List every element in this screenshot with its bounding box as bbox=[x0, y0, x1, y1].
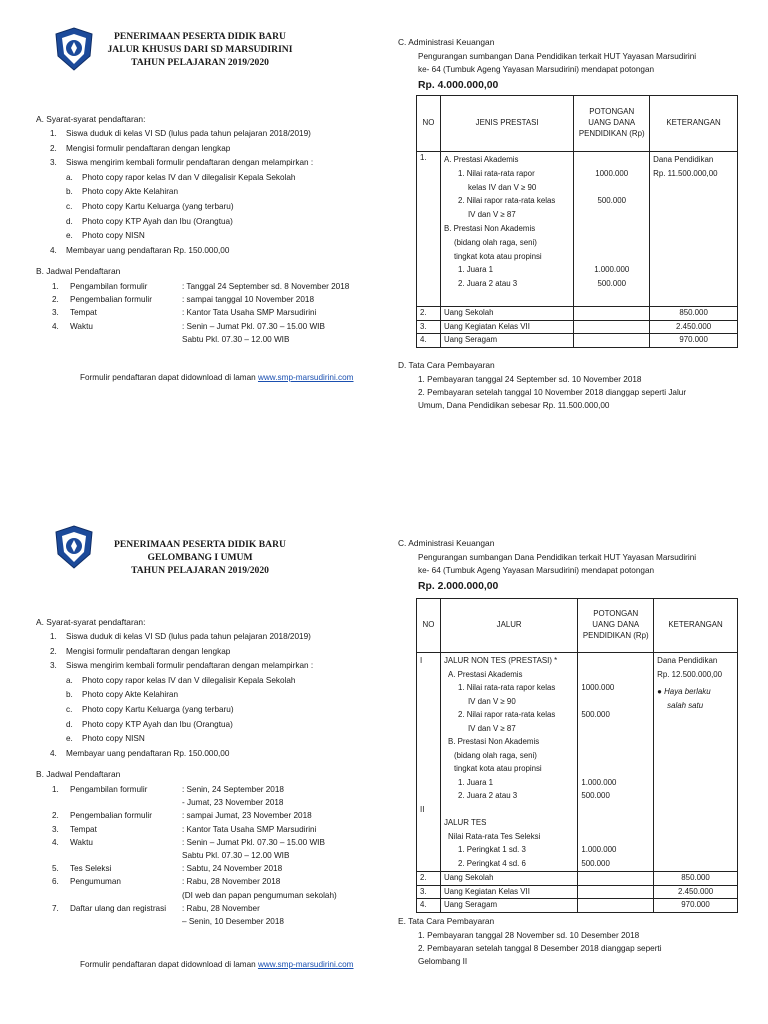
note-bullet: ● Haya berlaku bbox=[657, 687, 711, 696]
schedule-row: - Jumat, 23 November 2018 bbox=[182, 798, 284, 808]
table-row: 2. Uang Sekolah 850.000 bbox=[417, 872, 738, 886]
table-row: 3. Uang Kegiatan Kelas VII 2.450.000 bbox=[417, 885, 738, 899]
admin-line-2: ke- 64 (Tumbuk Ageng Yayasan Marsudirini) mendapat potongan bbox=[418, 65, 655, 74]
list-item: d. Photo copy KTP Ayah dan Ibu (Orangtua) bbox=[66, 719, 233, 729]
list-item: 2. Pembayaran setelah tanggal 10 November 2018 dianggap seperti Jalur bbox=[418, 388, 687, 397]
discount-table bbox=[416, 598, 738, 913]
jadwal-list bbox=[52, 784, 382, 929]
cell-keterangan: Dana Pendidikan Rp. 12.500.000,00 ● Haya berlaku salah satu bbox=[654, 653, 738, 872]
list-item: 1. Siswa duduk di kelas VI SD (lulus pada tahun pelajaran 2018/2019) bbox=[50, 129, 311, 138]
table-row: 3. Uang Kegiatan Kelas VII 2.450.000 bbox=[417, 320, 738, 334]
list-item: 4. Membayar uang pendaftaran Rp. 150.000,00 bbox=[50, 245, 230, 255]
cell-no: 1. bbox=[417, 152, 441, 307]
jadwal-title: B. Jadwal Pendaftaran bbox=[36, 769, 121, 779]
schedule-row: (DI web dan papan pengumuman sekolah) bbox=[182, 890, 337, 900]
syarat-list bbox=[36, 631, 313, 762]
heading-line-1: PENERIMAAN PESERTA DIDIK BARU bbox=[114, 31, 286, 42]
list-item: 2. Mengisi formulir pendaftaran dengan lengkap bbox=[50, 143, 231, 153]
list-item: Umum, Dana Pendidikan sebesar Rp. 11.500.000,00 bbox=[418, 401, 610, 410]
list-item: 2. Mengisi formulir pendaftaran dengan lengkap bbox=[50, 646, 231, 656]
table-row: 4. Uang Seragam 970.000 bbox=[417, 334, 738, 348]
list-item: 4. Membayar uang pendaftaran Rp. 150.000,00 bbox=[50, 748, 230, 758]
table-row: 4. Uang Seragam 970.000 bbox=[417, 899, 738, 913]
cell-potongan: 1000.000 500.000 1.000.000 500.000 1.000.000 500.000 bbox=[578, 653, 654, 872]
col-header-potongan: POTONGAN UANG DANA PENDIDIKAN (Rp) bbox=[578, 599, 654, 653]
list-item: Gelombang II bbox=[418, 957, 468, 966]
schedule-row: 7. Daftar ulang dan registrasi : Rabu, 28 November bbox=[52, 903, 260, 913]
col-header-no: NO bbox=[417, 96, 441, 152]
list-item: a. Photo copy rapor kelas IV dan V dilegalisir Kepala Sekolah bbox=[66, 675, 296, 685]
list-item: c. Photo copy Kartu Keluarga (yang terbaru) bbox=[66, 201, 234, 211]
list-item: b. Photo copy Akte Kelahiran bbox=[66, 187, 179, 197]
list-item: b. Photo copy Akte Kelahiran bbox=[66, 690, 179, 700]
table-row bbox=[417, 152, 738, 307]
pay-list bbox=[418, 930, 662, 969]
table-header-row bbox=[417, 96, 738, 152]
list-item: a. Photo copy rapor kelas IV dan V dilegalisir Kepala Sekolah bbox=[66, 172, 296, 182]
table-header-row bbox=[417, 599, 738, 653]
syarat-list bbox=[36, 128, 313, 259]
heading-line-2: JALUR KHUSUS DARI SD MARSUDIRINI bbox=[107, 44, 293, 56]
col-header-jenis: JENIS PRESTASI bbox=[440, 96, 573, 152]
pay-title: D. Tata Cara Pembayaran bbox=[398, 360, 495, 370]
heading-line-1: PENERIMAAN PESERTA DIDIK BARU bbox=[114, 539, 286, 550]
schedule-row: 3. Tempat : Kantor Tata Usaha SMP Marsudirini bbox=[52, 308, 317, 318]
school-logo-icon bbox=[52, 26, 96, 72]
page-heading bbox=[100, 30, 300, 70]
schedule-row: Sabtu Pkl. 07.30 – 12.00 WIB bbox=[182, 334, 290, 344]
col-header-jalur: JALUR bbox=[440, 599, 577, 653]
school-logo-icon bbox=[52, 524, 96, 570]
admin-line-1: Pengurangan sumbangan Dana Pendidikan terkait HUT Yayasan Marsudirini bbox=[418, 52, 697, 61]
website-link[interactable]: www.smp-marsudirini.com bbox=[257, 373, 354, 382]
col-header-keterangan: KETERANGAN bbox=[650, 96, 738, 152]
heading-line-3: TAHUN PELAJARAN 2019/2020 bbox=[131, 57, 269, 69]
schedule-row: 2. Pengembalian formulir : sampai Jumat, 23 November 2018 bbox=[52, 811, 312, 821]
heading-line-3: TAHUN PELAJARAN 2019/2020 bbox=[131, 565, 269, 577]
list-item: 3. Siswa mengirim kembali formulir pendaftaran dengan melampirkan : bbox=[50, 158, 314, 168]
admin-line-1: Pengurangan sumbangan Dana Pendidikan terkait HUT Yayasan Marsudirini bbox=[418, 553, 697, 562]
download-note: Formulir pendaftaran dapat didownload di laman www.smp-marsudirini.com bbox=[80, 373, 354, 382]
jadwal-list bbox=[52, 281, 382, 347]
admin-title: C. Administrasi Keuangan bbox=[398, 538, 495, 548]
schedule-row: 1. Pengambilan formulir : Senin, 24 September 2018 bbox=[52, 785, 284, 794]
website-link[interactable]: www.smp-marsudirini.com bbox=[257, 960, 354, 969]
list-item: c. Photo copy Kartu Keluarga (yang terbaru) bbox=[66, 704, 234, 714]
schedule-row: 2. Pengembalian formulir : sampai tanggal 10 November 2018 bbox=[52, 295, 314, 305]
schedule-row: – Senin, 10 Desember 2018 bbox=[182, 916, 284, 926]
schedule-row: 1. Pengambilan formulir : Tanggal 24 September sd. 8 November 2018 bbox=[52, 282, 350, 291]
download-note: Formulir pendaftaran dapat didownload di laman www.smp-marsudirini.com bbox=[80, 960, 354, 969]
list-item: d. Photo copy KTP Ayah dan Ibu (Orangtua) bbox=[66, 216, 233, 226]
schedule-row: Sabtu Pkl. 07.30 – 12.00 WIB bbox=[182, 850, 290, 860]
schedule-row: 3. Tempat : Kantor Tata Usaha SMP Marsudirini bbox=[52, 824, 317, 834]
cell-jalur: JALUR NON TES (PRESTASI) * A. Prestasi Akademis 1. Nilai rata-rata rapor kelas IV dan V ≥ 90 2. Nilai rapor rata-rata kelas IV dan V ≥ 87 B. Prestasi Non Akademis (bidang olah raga, seni) tingkat kota atau propinsi 1. Juara 1 2. Juara 2 atau 3 JALUR TES Nilai Rata-rata Tes Seleksi 1. Peringkat 1 sd. 3 2. Peringkat 4 sd. 6 bbox=[440, 653, 577, 872]
discount-amount: Rp. 4.000.000,00 bbox=[418, 80, 499, 91]
list-item: 3. Siswa mengirim kembali formulir pendaftaran dengan melampirkan : bbox=[50, 661, 314, 671]
list-item: 1. Pembayaran tanggal 24 September sd. 10 November 2018 bbox=[418, 375, 642, 384]
heading-line-2: GELOMBANG I UMUM bbox=[147, 552, 253, 564]
admin-line-2: ke- 64 (Tumbuk Ageng Yayasan Marsudirini) mendapat potongan bbox=[418, 566, 655, 575]
cell-potongan: 1000.000 500.000 1.000.000 500.000 bbox=[574, 152, 650, 307]
cell-no: I II bbox=[417, 653, 441, 872]
syarat-title: A. Syarat-syarat pendaftaran: bbox=[36, 617, 146, 627]
page-heading bbox=[100, 538, 300, 578]
pay-title: E. Tata Cara Pembayaran bbox=[398, 916, 495, 926]
table-row bbox=[417, 653, 738, 872]
list-item: e. Photo copy NISN bbox=[66, 734, 145, 744]
admin-title: C. Administrasi Keuangan bbox=[398, 37, 495, 47]
pay-list bbox=[418, 374, 686, 413]
list-item: e. Photo copy NISN bbox=[66, 231, 145, 241]
discount-amount: Rp. 2.000.000,00 bbox=[418, 581, 499, 592]
list-item: 2. Pembayaran setelah tanggal 8 Desember 2018 dianggap seperti bbox=[418, 944, 662, 953]
col-header-no: NO bbox=[417, 599, 441, 653]
discount-table bbox=[416, 95, 738, 348]
jadwal-title: B. Jadwal Pendaftaran bbox=[36, 266, 121, 276]
cell-jenis: A. Prestasi Akademis 1. Nilai rata-rata rapor kelas IV dan V ≥ 90 2. Nilai rapor rata-rata kelas IV dan V ≥ 87 B. Prestasi Non Akademis (bidang olah raga, seni) tingkat kota atau propinsi 1. Juara 1 2. Juara 2 atau 3 bbox=[440, 152, 573, 307]
cell-keterangan: Dana Pendidikan Rp. 11.500.000,00 bbox=[650, 152, 738, 307]
schedule-row: 4. Waktu : Senin – Jumat Pkl. 07.30 – 15.00 WIB bbox=[52, 837, 325, 847]
schedule-row: 5. Tes Seleksi : Sabtu, 24 November 2018 bbox=[52, 864, 283, 874]
syarat-title: A. Syarat-syarat pendaftaran: bbox=[36, 114, 146, 124]
list-item: 1. Siswa duduk di kelas VI SD (lulus pada tahun pelajaran 2018/2019) bbox=[50, 632, 311, 641]
schedule-row: 4. Waktu : Senin – Jumat Pkl. 07.30 – 15.00 WIB bbox=[52, 321, 325, 331]
col-header-keterangan: KETERANGAN bbox=[654, 599, 738, 653]
list-item: 1. Pembayaran tanggal 28 November sd. 10 Desember 2018 bbox=[418, 931, 640, 940]
col-header-potongan: POTONGAN UANG DANA PENDIDIKAN (Rp) bbox=[574, 96, 650, 152]
flyer-gelombang-umum bbox=[0, 510, 768, 1022]
table-row: 2. Uang Sekolah 850.000 bbox=[417, 306, 738, 320]
schedule-row: 6. Pengumuman : Rabu, 28 November 2018 bbox=[52, 877, 281, 887]
